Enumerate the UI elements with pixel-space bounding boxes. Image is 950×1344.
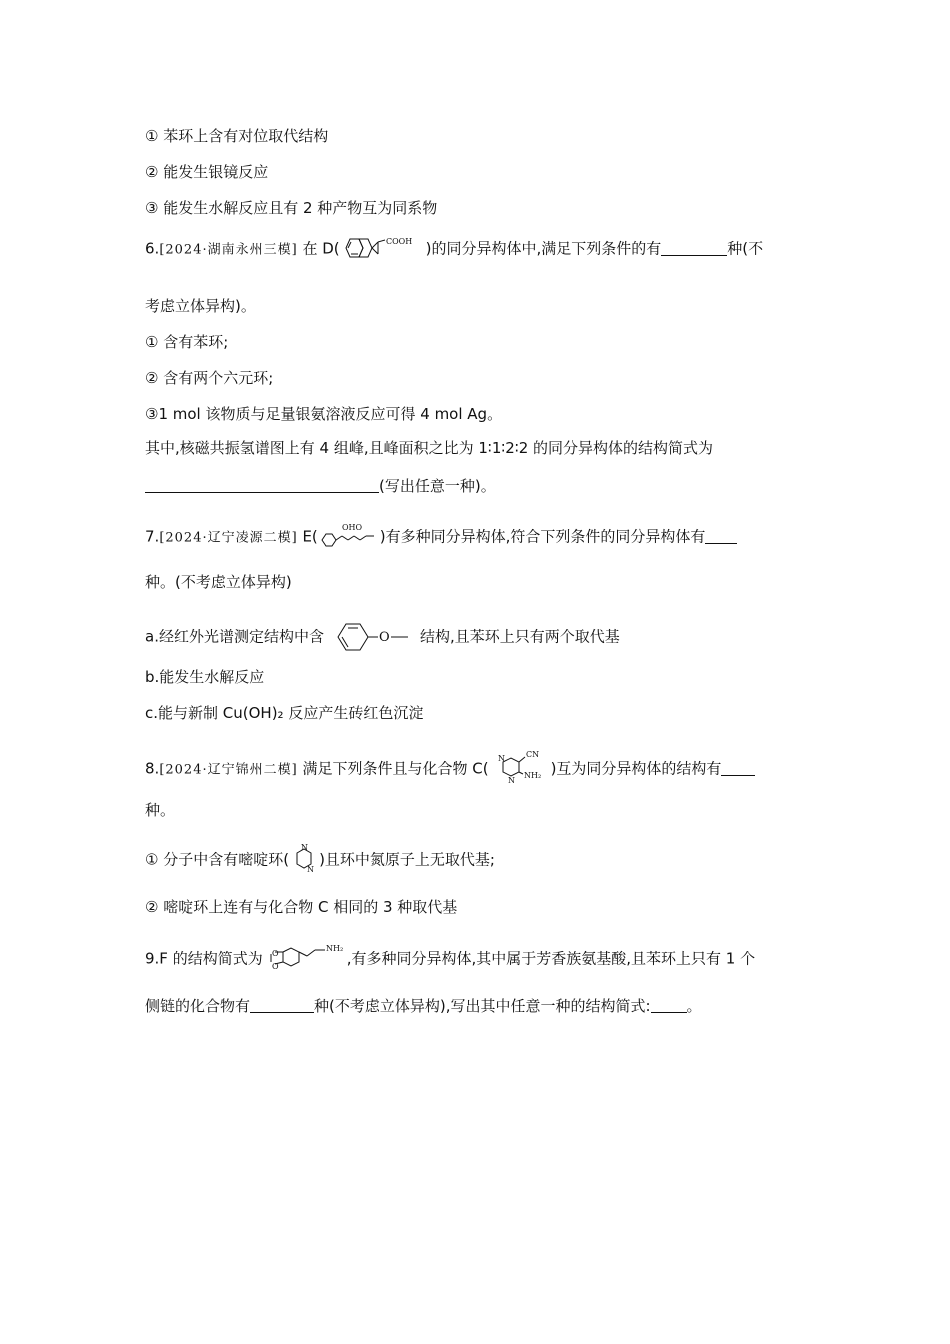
q8-stem [145, 750, 755, 788]
q9-mol-o1: O [271, 949, 279, 958]
pyrimidine-ring [289, 844, 319, 876]
q9-line2-pre: 侧链的化合物有 [145, 997, 251, 1015]
q8-c1-pre: ① 分子中含有嘧啶环( [145, 850, 290, 869]
q8-molecule [489, 750, 551, 788]
q8-c1-post: )且环中氮原子上无取代基; [319, 850, 495, 869]
q7-source: [2024·辽宁凌源二模] [159, 530, 298, 546]
q9-mol-nh2: NH₂ [325, 944, 343, 953]
q6-post: )的同分异构体中,满足下列条件的有 [425, 239, 662, 258]
q8-mol-cn: CN [525, 750, 539, 759]
q9-mol-o2: O [271, 962, 279, 971]
q7-number: 7. [145, 527, 160, 546]
q6-answer-blank[interactable] [661, 240, 727, 256]
q9-post: ,有多种同分异构体,其中属于芳香族氨基酸,且苯环上只有 1 个 [346, 949, 756, 968]
q7-condition-b: b.能发生水解反应 [145, 668, 265, 686]
q7-a-molecule [332, 620, 412, 654]
q6-molecule-label: COOH [385, 237, 412, 246]
q7-molecule [318, 522, 380, 552]
q5-condition-2: ② 能发生银镜反应 [145, 163, 269, 181]
q6-molecule [340, 236, 426, 262]
q7-a-molecule-label: O [378, 630, 390, 645]
q9-pre: 9.F 的结构简式为 [145, 949, 263, 968]
q7-condition-c: c.能与新制 Cu(OH)₂ 反应产生砖红色沉淀 [145, 704, 424, 722]
q6-extra-line2 [145, 476, 496, 496]
q8-number: 8. [145, 759, 160, 778]
q7-stem-line2: 种。(不考虑立体异构) [145, 573, 292, 591]
q8-stem-line2: 种。 [145, 801, 176, 819]
q6-condition-2: ② 含有两个六元环; [145, 369, 274, 387]
q8-mol-n1: N [497, 754, 505, 763]
q6-stem [145, 236, 763, 262]
q9-molecule [263, 942, 347, 976]
q6-source: [2024·湖南永州三模] [159, 242, 298, 258]
q9-structure-blank[interactable] [651, 997, 687, 1013]
pyrimidine-n2: N [307, 865, 315, 874]
q7-condition-a [145, 620, 620, 654]
q5-condition-3: ③ 能发生水解反应且有 2 种产物互为同系物 [145, 199, 438, 217]
q6-structure-blank[interactable] [145, 477, 379, 493]
q8-pre: 满足下列条件且与化合物 C( [297, 759, 489, 778]
q7-a-pre: a.经红外光谱测定结构中含 [145, 627, 324, 646]
q8-source: [2024·辽宁锦州二模] [159, 762, 298, 778]
q7-post: )有多种同分异构体,符合下列条件的同分异构体有 [379, 527, 706, 546]
q9-line2-end: 。 [686, 997, 702, 1015]
q6-condition-3: ③1 mol 该物质与足量银氨溶液反应可得 4 mol Ag。 [145, 405, 503, 423]
q9-stem [145, 942, 755, 976]
q9-stem-line2 [145, 996, 702, 1016]
q7-a-post: 结构,且苯环上只有两个取代基 [419, 627, 620, 646]
q6-number: 6. [145, 239, 160, 258]
q6-pre: 在 D( [297, 239, 340, 258]
pyrimidine-n1: N [301, 844, 309, 852]
q6-unit: 种(不 [727, 239, 764, 258]
q8-answer-blank[interactable] [721, 760, 755, 776]
q7-answer-blank[interactable] [705, 528, 737, 544]
q9-count-blank[interactable] [250, 997, 314, 1013]
q7-molecule-label: OHO [341, 523, 362, 532]
q8-condition-1 [145, 844, 495, 876]
q5-condition-1: ① 苯环上含有对位取代结构 [145, 127, 329, 145]
q7-stem [145, 522, 737, 552]
q6-extra: 其中,核磁共振氢谱图上有 4 组峰,且峰面积之比为 1∶1∶2∶2 的同分异构体的结构简式为 [145, 439, 714, 457]
q8-mol-n2: N [507, 776, 515, 785]
q6-stem-line2: 考虑立体异构)。 [145, 297, 256, 315]
q7-pre: E( [297, 527, 318, 546]
q8-condition-2: ② 嘧啶环上连有与化合物 C 相同的 3 种取代基 [145, 898, 458, 916]
q6-condition-1: ① 含有苯环; [145, 333, 229, 351]
q8-post: )互为同分异构体的结构有 [550, 759, 722, 778]
q8-mol-nh2: NH₂ [523, 771, 541, 780]
q9-line2-mid: 种(不考虑立体异构),写出其中任意一种的结构简式: [314, 997, 651, 1015]
q6-extra-end: (写出任意一种)。 [379, 477, 496, 495]
